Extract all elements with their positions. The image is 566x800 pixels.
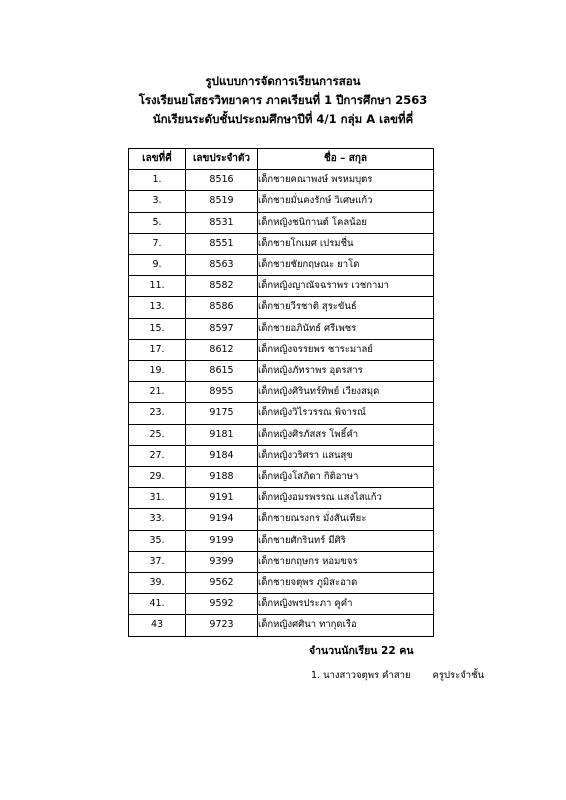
cell-number: 5. (129, 212, 186, 233)
cell-student-id: 8563 (186, 255, 258, 276)
table-row (129, 361, 434, 382)
table-row (129, 594, 434, 615)
cell-number: 13. (129, 297, 186, 318)
cell-number: 27. (129, 445, 186, 466)
teacher-signature-line (311, 668, 484, 683)
document-title: รูปแบบการจัดการเรียนการสอน (205, 74, 361, 88)
cell-number: 29. (129, 467, 186, 488)
table-body (129, 170, 434, 636)
cell-name: เด็กหญิงภัทราพร อุดรสาร (258, 361, 434, 382)
cell-name: เด็กชายณรงกร มั่งสันเทียะ (258, 509, 434, 530)
column-header-number: เลขที่คี่ (129, 149, 186, 170)
cell-name: เด็กหญิงวิไรวรรณ พิจารณ์ (258, 403, 434, 424)
cell-name: เด็กชายคณาพงษ์ พรหมบุตร (258, 170, 434, 191)
teacher-name: 1. นางสาวจตุพร คำสาย (311, 670, 411, 681)
cell-student-id: 8582 (186, 276, 258, 297)
cell-name: เด็กหญิงวริศรา แสนสุข (258, 445, 434, 466)
cell-student-id: 8516 (186, 170, 258, 191)
table-row (129, 488, 434, 509)
cell-number: 11. (129, 276, 186, 297)
table-row (129, 445, 434, 466)
cell-number: 39. (129, 573, 186, 594)
cell-number: 37. (129, 551, 186, 572)
cell-name: เด็กหญิงศิรภัสสร โพธิ์คำ (258, 424, 434, 445)
cell-number: 43 (129, 615, 186, 636)
cell-student-id: 8551 (186, 233, 258, 254)
cell-name: เด็กชายวีรชาติ สุระขันธ์ (258, 297, 434, 318)
cell-number: 23. (129, 403, 186, 424)
table-row (129, 212, 434, 233)
cell-number: 15. (129, 318, 186, 339)
table-row (129, 318, 434, 339)
cell-number: 41. (129, 594, 186, 615)
table-row (129, 467, 434, 488)
table-row (129, 276, 434, 297)
cell-name: เด็กชายจตุพร ภูมิสะอาด (258, 573, 434, 594)
cell-name: เด็กชายกฤษกร หอมขจร (258, 551, 434, 572)
cell-name: เด็กหญิงศิรินทร์ทิพย์ เวียงสมุด (258, 382, 434, 403)
cell-number: 7. (129, 233, 186, 254)
cell-student-id: 8612 (186, 339, 258, 360)
table-row (129, 551, 434, 572)
cell-number: 9. (129, 255, 186, 276)
cell-name: เด็กชายอภินัทธ์ ศรีเพชร (258, 318, 434, 339)
cell-student-id: 9181 (186, 424, 258, 445)
column-header-student-id: เลขประจำตัว (186, 149, 258, 170)
column-header-name: ชื่อ – สกุล (258, 149, 434, 170)
cell-name: เด็กหญิงญาณัจฉราพร เวชกามา (258, 276, 434, 297)
table-row (129, 615, 434, 636)
table-row (129, 255, 434, 276)
cell-student-id: 8615 (186, 361, 258, 382)
table-row (129, 403, 434, 424)
table-row (129, 339, 434, 360)
cell-student-id: 9191 (186, 488, 258, 509)
cell-student-id: 9592 (186, 594, 258, 615)
cell-name: เด็กหญิงพรประภา คูคำ (258, 594, 434, 615)
cell-number: 21. (129, 382, 186, 403)
cell-number: 1. (129, 170, 186, 191)
cell-student-id: 8597 (186, 318, 258, 339)
cell-student-id: 9723 (186, 615, 258, 636)
cell-number: 31. (129, 488, 186, 509)
cell-number: 17. (129, 339, 186, 360)
cell-number: 25. (129, 424, 186, 445)
class-group-line: นักเรียนระดับชั้นประถมศึกษาปีที่ 4/1 กลุ่ม A เลขที่คี่ (152, 112, 414, 126)
cell-student-id: 8955 (186, 382, 258, 403)
cell-name: เด็กชายศักรินทร์ มีศิริ (258, 530, 434, 551)
cell-number: 19. (129, 361, 186, 382)
table-row (129, 297, 434, 318)
cell-name: เด็กชายชัยกฤษณะ ยาโด (258, 255, 434, 276)
table-row (129, 573, 434, 594)
cell-number: 33. (129, 509, 186, 530)
cell-name: เด็กหญิงโสภิดา กิติอาษา (258, 467, 434, 488)
student-roster-table (128, 148, 434, 637)
cell-name: เด็กหญิงศศินา ทากุดเรือ (258, 615, 434, 636)
cell-student-id: 8586 (186, 297, 258, 318)
table-row (129, 509, 434, 530)
table-row (129, 530, 434, 551)
table-row (129, 233, 434, 254)
cell-student-id: 9399 (186, 551, 258, 572)
cell-name: เด็กหญิงอมรพรรณ แสงไสแก้ว (258, 488, 434, 509)
student-count: จำนวนนักเรียน 22 คน (309, 645, 414, 657)
table-header-row (129, 149, 434, 170)
school-term-line: โรงเรียนยโสธรวิทยาคาร ภาคเรียนที่ 1 ปีการศึกษา 2563 (138, 93, 428, 107)
cell-number: 35. (129, 530, 186, 551)
cell-student-id: 9188 (186, 467, 258, 488)
table-row (129, 424, 434, 445)
cell-name: เด็กชายมั่นคงรักษ์ วิเศษแก้ว (258, 191, 434, 212)
cell-student-id: 9562 (186, 573, 258, 594)
teacher-role: ครูประจำชั้น (432, 670, 485, 681)
cell-student-id: 9194 (186, 509, 258, 530)
cell-student-id: 9199 (186, 530, 258, 551)
document-header (0, 72, 566, 129)
cell-student-id: 8531 (186, 212, 258, 233)
cell-student-id: 8519 (186, 191, 258, 212)
table-row (129, 382, 434, 403)
cell-student-id: 9184 (186, 445, 258, 466)
cell-name: เด็กชายโกเมศ เปรมชื่น (258, 233, 434, 254)
cell-name: เด็กหญิงจรรยพร ชาระมาลย์ (258, 339, 434, 360)
table-row (129, 191, 434, 212)
table-row (129, 170, 434, 191)
cell-student-id: 9175 (186, 403, 258, 424)
cell-name: เด็กหญิงชนิกานต์ โคลน้อย (258, 212, 434, 233)
cell-number: 3. (129, 191, 186, 212)
